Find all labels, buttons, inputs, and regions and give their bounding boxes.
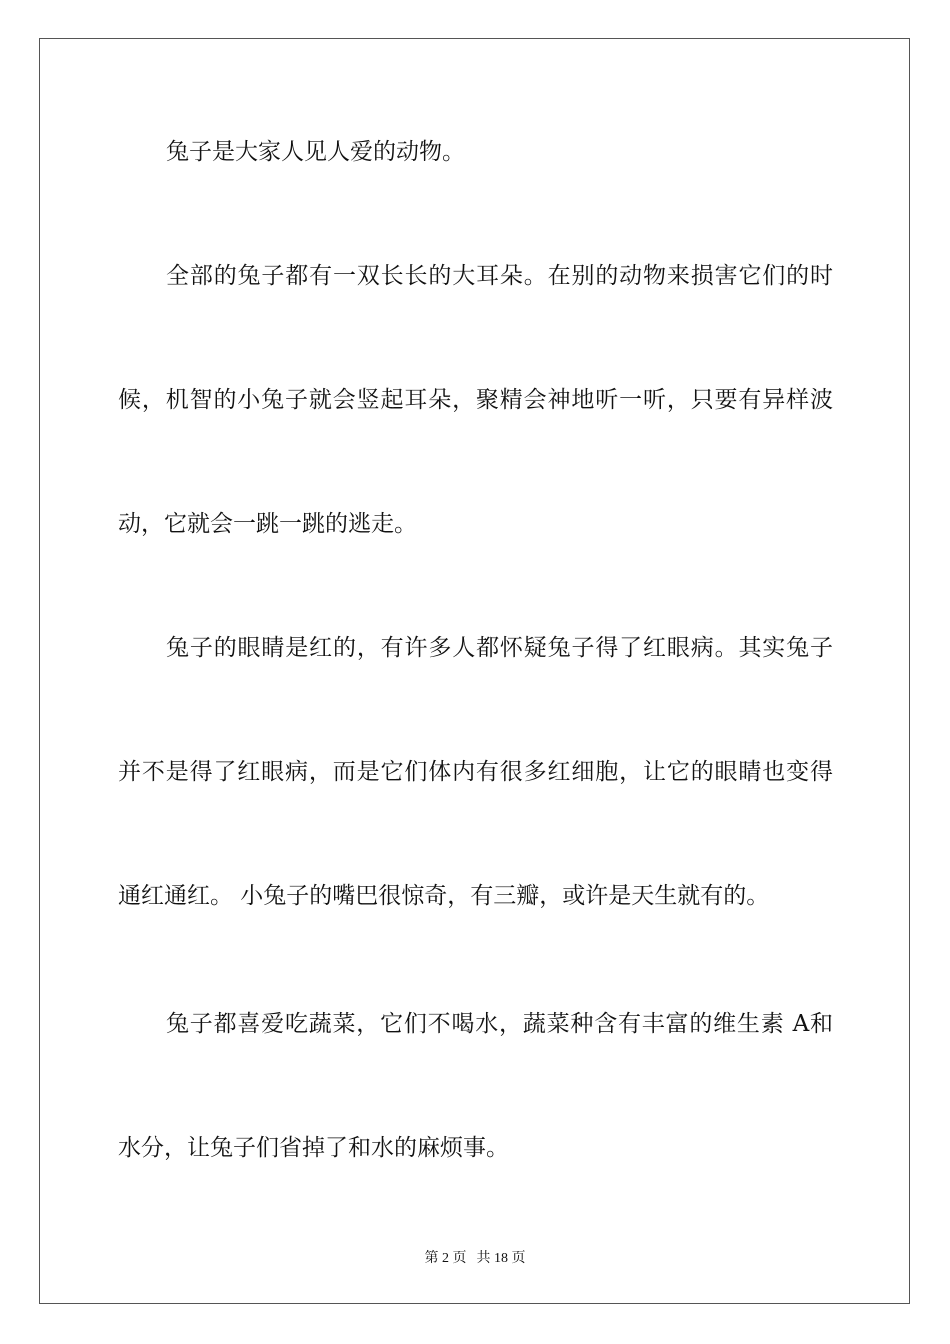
paragraph-3-line-3: 通红通红。 小兔子的嘴巴很惊奇，有三瓣，或许是天生就有的。: [118, 883, 770, 909]
paragraph-1-line-1: 兔子是大家人见人爱的动物。: [166, 139, 465, 165]
paragraph-4-line-1: 兔子都喜爱吃蔬菜，它们不喝水，蔬菜种含有丰富的维生素 A和: [166, 1011, 833, 1037]
paragraph-2-line-3: 动，它就会一跳一跳的逃走。: [118, 511, 417, 537]
paragraph-4-line-2: 水分，让兔子们省掉了和水的麻烦事。: [118, 1135, 509, 1161]
page-footer: [0, 1247, 950, 1267]
paragraph-3-line-2: 并不是得了红眼病，而是它们体内有很多红细胞，让它的眼睛也变得: [118, 759, 833, 785]
page-border: [39, 38, 910, 1304]
paragraph-2-line-2: 候，机智的小兔子就会竖起耳朵，聚精会神地听一听，只要有异样波: [118, 387, 833, 413]
paragraph-3-line-1: 兔子的眼睛是红的，有许多人都怀疑兔子得了红眼病。其实兔子: [166, 635, 833, 661]
paragraph-2-line-1: 全部的兔子都有一双长长的大耳朵。在别的动物来损害它们的时: [166, 263, 833, 289]
page-number: 第 2 页: [424, 1251, 467, 1266]
total-pages: 共 18 页: [476, 1251, 526, 1266]
